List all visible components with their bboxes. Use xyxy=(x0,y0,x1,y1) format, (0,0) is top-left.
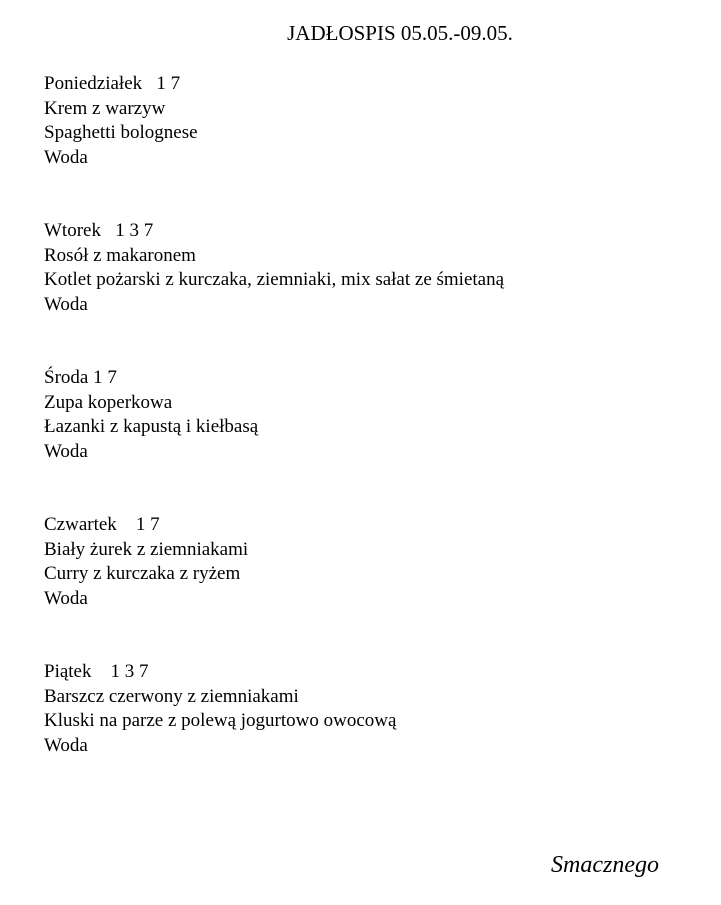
day-section-friday xyxy=(44,660,704,758)
allergen-codes: 1 7 xyxy=(156,73,181,94)
menu-item: Krem z warzyw xyxy=(44,97,166,119)
day-heading xyxy=(44,72,704,97)
menu-item: Zupa koperkowa xyxy=(44,391,173,413)
menu-item: Biały żurek z ziemniakami xyxy=(44,538,249,560)
menu-item: Woda xyxy=(44,734,88,756)
menu-item: Spaghetti bolognese xyxy=(44,122,198,143)
allergen-codes: 1 3 7 xyxy=(115,220,154,241)
day-heading xyxy=(44,219,704,244)
day-name: Środa xyxy=(44,367,89,388)
day-name: Poniedziałek xyxy=(44,73,143,94)
day-heading xyxy=(44,513,704,538)
allergen-codes: 1 3 7 xyxy=(110,661,149,682)
day-section-monday xyxy=(44,72,704,170)
menu-item: Kluski na parze z polewą jogurtowo owocową xyxy=(44,710,397,731)
allergen-codes: 1 7 xyxy=(135,514,160,535)
menu-item: Woda xyxy=(44,587,88,609)
menu-item: Rosół z makaronem xyxy=(44,244,196,266)
day-section-wednesday xyxy=(44,366,704,464)
page-title: JADŁOSPIS 05.05.-09.05. xyxy=(287,21,513,45)
day-name: Czwartek xyxy=(44,514,117,535)
sign-off-text: Smacznego xyxy=(551,852,659,878)
allergen-codes: 1 7 xyxy=(93,367,117,388)
menu-item: Curry z kurczaka z ryżem xyxy=(44,563,241,584)
day-heading xyxy=(44,660,704,685)
menu-item: Łazanki z kapustą i kiełbasą xyxy=(44,416,259,437)
menu-item: Woda xyxy=(44,146,88,168)
menu-item: Woda xyxy=(44,293,88,315)
menu-item: Barszcz czerwony z ziemniakami xyxy=(44,685,299,707)
menu-item: Kotlet pożarski z kurczaka, ziemniaki, mix sałat ze śmietaną xyxy=(44,269,505,290)
day-section-tuesday xyxy=(44,219,704,317)
menu-item: Woda xyxy=(44,440,88,462)
day-heading xyxy=(44,366,704,391)
day-name: Wtorek xyxy=(44,220,101,241)
day-name: Piątek xyxy=(44,661,92,682)
day-section-thursday xyxy=(44,513,704,611)
